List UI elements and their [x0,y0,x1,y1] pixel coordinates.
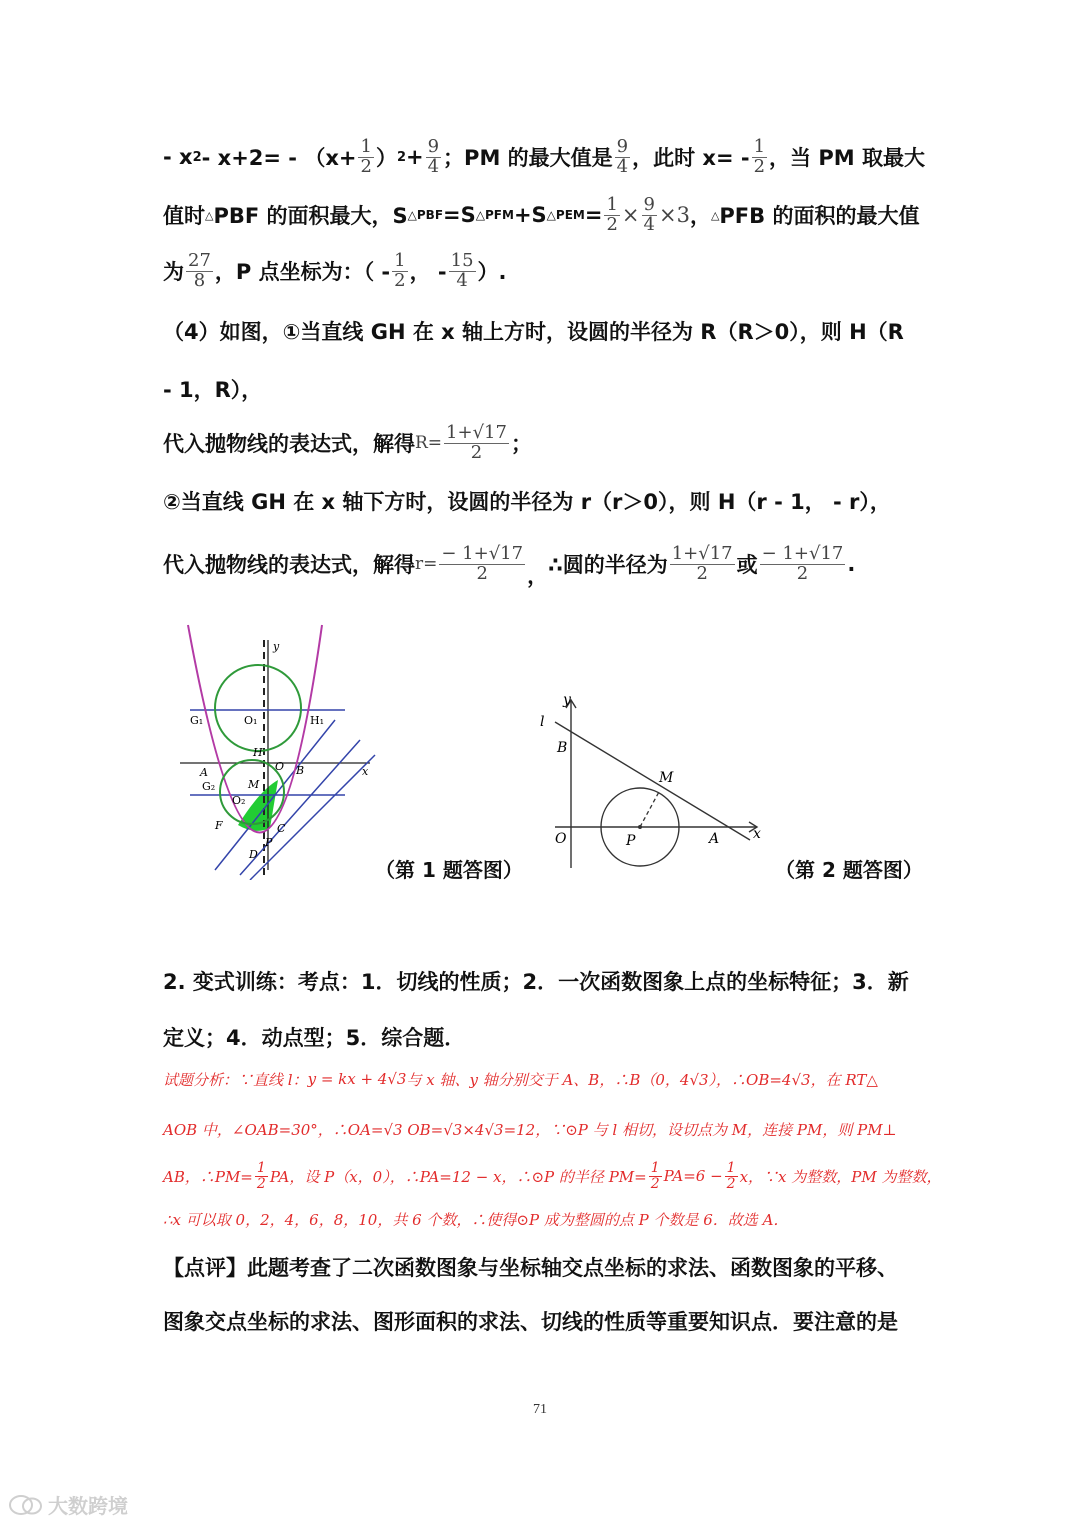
solution-line-1: - x 2 - x+2= - （x+ $\frac{1}{2}$ ） 2 + $\frac{9}{4}$ ；PM 的最大值是 $\frac{9}{4}$ ，此时 x= - $\frac{1}{2}$ ，当 PM 取最大 [163,135,925,177]
solution-line-2: 值时 △ PBF 的面积最大，S △PBF =S △PFM +S △PEM = $\frac{1}{2}$ × $\frac{9}{4}$ ×3 ， △ PFB 的面积的最大值 [163,193,920,235]
figure-1-caption: （第 1 题答图） [375,858,523,882]
footer-watermark: 大数跨境 [8,1490,128,1519]
fraction: $\frac{15}{4}$ [450,249,474,291]
label: y [563,692,571,708]
fraction: $\frac{1}{2}$ [650,1159,660,1192]
page-number: 71 [533,1402,547,1417]
problem-2-line-1: 2. 变式训练：考点：1．切线的性质；2．一次函数图象上点的坐标特征；3．新 [163,970,909,994]
solution-line-3: 为 $\frac{27}{8}$ ，P 点坐标为：（ - $\frac{1}{2}$ ， - $\frac{15}{4}$ ）. [163,249,507,291]
label: P [626,833,636,849]
solution-line-6: 代入抛物线的表达式，解得 R= $\frac{1+√17}{2}$ ； [163,421,532,463]
fraction: $\frac{9}{4}$ [643,193,655,235]
analysis-line-1: 试题分析：∵直线 l： y = kx + 4√3 与 x 轴、y 轴分别交于 A、B，∴B（0，4√3），∴OB=4√3，在 RT△ [163,1070,878,1089]
label: x [362,765,369,778]
label: D [249,848,258,861]
analysis-line-4: ∴x 可以取 0，2，4，6，8，10，共 6 个数，∴使得⊙P 成为整圆的点 P 个数是 6．故选 A． [163,1210,789,1229]
fraction: $\frac{1}{2}$ [606,193,618,235]
label: A [709,831,720,847]
label: H [253,746,263,759]
review-line-2: 图象交点坐标的求法、图形面积的求法、切线的性质等重要知识点．要注意的是 [163,1310,898,1334]
figure-1-parabola-circles [160,620,400,880]
label: O [275,760,285,773]
label: l [540,714,545,730]
label: C [277,822,286,835]
fraction: $\frac{1}{2}$ [726,1159,736,1192]
point-p [638,825,642,829]
figure-2-caption: （第 2 题答图） [775,858,923,882]
label: M [248,778,260,791]
wechat-icon [8,1494,44,1516]
solution-line-5: - 1，R）， [163,378,263,402]
fraction: $\frac{9}{4}$ [616,135,629,177]
label: P [265,836,273,849]
label: B [557,740,568,756]
label: M [659,770,674,786]
analysis-line-3: AB，∴PM= $\frac{1}{2}$ PA，设 P（x，0），∴PA=12 − x，∴⊙P 的半径 PM= $\frac{1}{2}$ PA=6 − $\frac{1}{2}$ x，∵x 为整数，PM 为整数， [163,1159,942,1192]
figure-2-tangent-circle [535,690,775,875]
solution-line-4: （4）如图，①当直线 GH 在 x 轴上方时，设圆的半径为 R（R＞0），则 H（R [163,320,904,344]
label: B [296,764,305,777]
fraction: $\frac{1}{2}$ [753,135,766,177]
label: H₁ [310,714,325,727]
label: G₂ [202,780,216,793]
fraction: $\frac{27}{8}$ [188,249,211,291]
label: O₂ [232,794,246,807]
label: F [215,819,223,832]
fraction: $\frac{1}{2}$ [256,1159,266,1192]
fraction: $\frac{1}{2}$ [394,249,406,291]
fraction: $\frac{- 1+√17}{2}$ [441,542,524,584]
review-line-1: 【点评】此题考查了二次函数图象与坐标轴交点坐标的求法、函数图象的平移、 [163,1256,898,1280]
label: A [200,766,208,779]
fraction: $\frac{1+√17}{2}$ [446,421,507,463]
solution-line-7: ②当直线 GH 在 x 轴下方时，设圆的半径为 r（r＞0），则 H（r - 1， - r）， [163,490,891,514]
fraction: $\frac{1}{2}$ [360,135,372,177]
fraction: $\frac{- 1+√17}{2}$ [761,542,844,584]
solution-line-8: 代入抛物线的表达式，解得 r= $\frac{- 1+√17}{2}$ ， ∴圆的半径为 $\frac{1+√17}{2}$ 或 $\frac{- 1+√17}{2}$ . [163,542,856,588]
fraction: $\frac{1+√17}{2}$ [671,542,733,584]
label: O [555,831,567,847]
analysis-line-2: AOB 中，∠OAB=30°，∴OA=√3 OB=√3×4√3=12，∵⊙P 与 l 相切，设切点为 M，连接 PM，则 PM⊥ [163,1120,897,1139]
label: O₁ [244,714,258,727]
fraction: $\frac{9}{4}$ [427,135,440,177]
label: y [273,640,280,653]
label: x [753,826,761,842]
label: G₁ [190,714,204,727]
problem-2-line-2: 定义；4．动点型；5．综合题． [163,1026,466,1050]
